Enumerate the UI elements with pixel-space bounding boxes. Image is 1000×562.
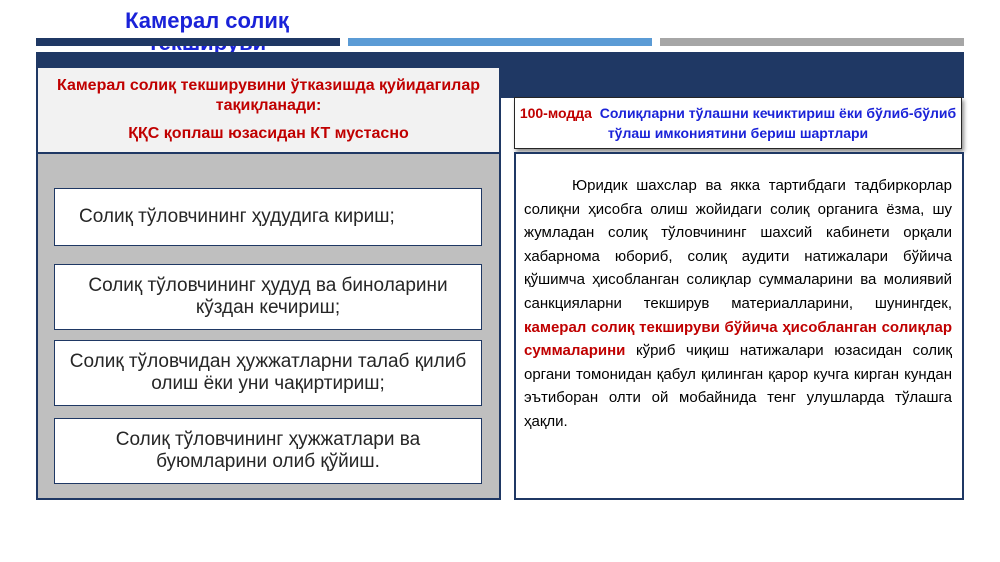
article-title: Солиқларни тўлашни кечиктириш ёки бўлиб-бўлиб тўлаш имкониятини бериш шартлари (599, 105, 957, 141)
prohibitions-heading-text: Камерал солиқ текширувини ўтказишда қуйидагилар тақиқланади: (56, 77, 481, 114)
prohibition-item: Солиқ тўловчининг ҳудуд ва биноларини кўздан кечириш; (54, 264, 482, 330)
slide-title: Камерал солиқ (125, 8, 289, 33)
article-text-part2: кўриб чиқиш натижалари юзасидан солиқ органи томонидан қабул қилинган қарор кучга кирган кундан эътиборан олти ой мобайнида тенг улушларда тўлашга ҳақли. (524, 342, 952, 430)
header-bar-grey (660, 38, 964, 46)
prohibition-item: Солиқ тўловчининг ҳужжатлари ва буюмларини олиб қўйиш. (54, 418, 482, 484)
prohibitions-exception: ҚҚС қоплаш юзасидан КТ мустасно (128, 125, 409, 142)
header-bar-blue (348, 38, 652, 46)
article-number: 100-модда (519, 105, 592, 121)
prohibitions-heading (36, 66, 501, 154)
article-text-highlight: камерал солиқ текшируви бўйича ҳисобланган солиқлар суммаларини (524, 318, 952, 360)
header-bar-navy (36, 38, 340, 46)
article-text-part1: Юридик шахслар ва якка тартибдаги тадбиркорлар солиқни ҳисобга олиш жойидаги солиқ органига ёзма, шу жумладан солиқ тўловчининг шахсий кабинети орқали хабарнома юбориб, солиқ аудити натижалари бўйича қўшимча ҳисобланган солиқлар суммаларини ва молиявий санкцияларни текширув материалларини, шунингдек, (524, 177, 952, 312)
prohibition-item: Солиқ тўловчининг ҳудудига кириш; (54, 188, 482, 246)
article-text (514, 152, 964, 500)
article-heading (514, 97, 962, 149)
prohibition-item: Солиқ тўловчидан ҳужжатларни талаб қилиб олиш ёки уни чақиртириш; (54, 340, 482, 406)
